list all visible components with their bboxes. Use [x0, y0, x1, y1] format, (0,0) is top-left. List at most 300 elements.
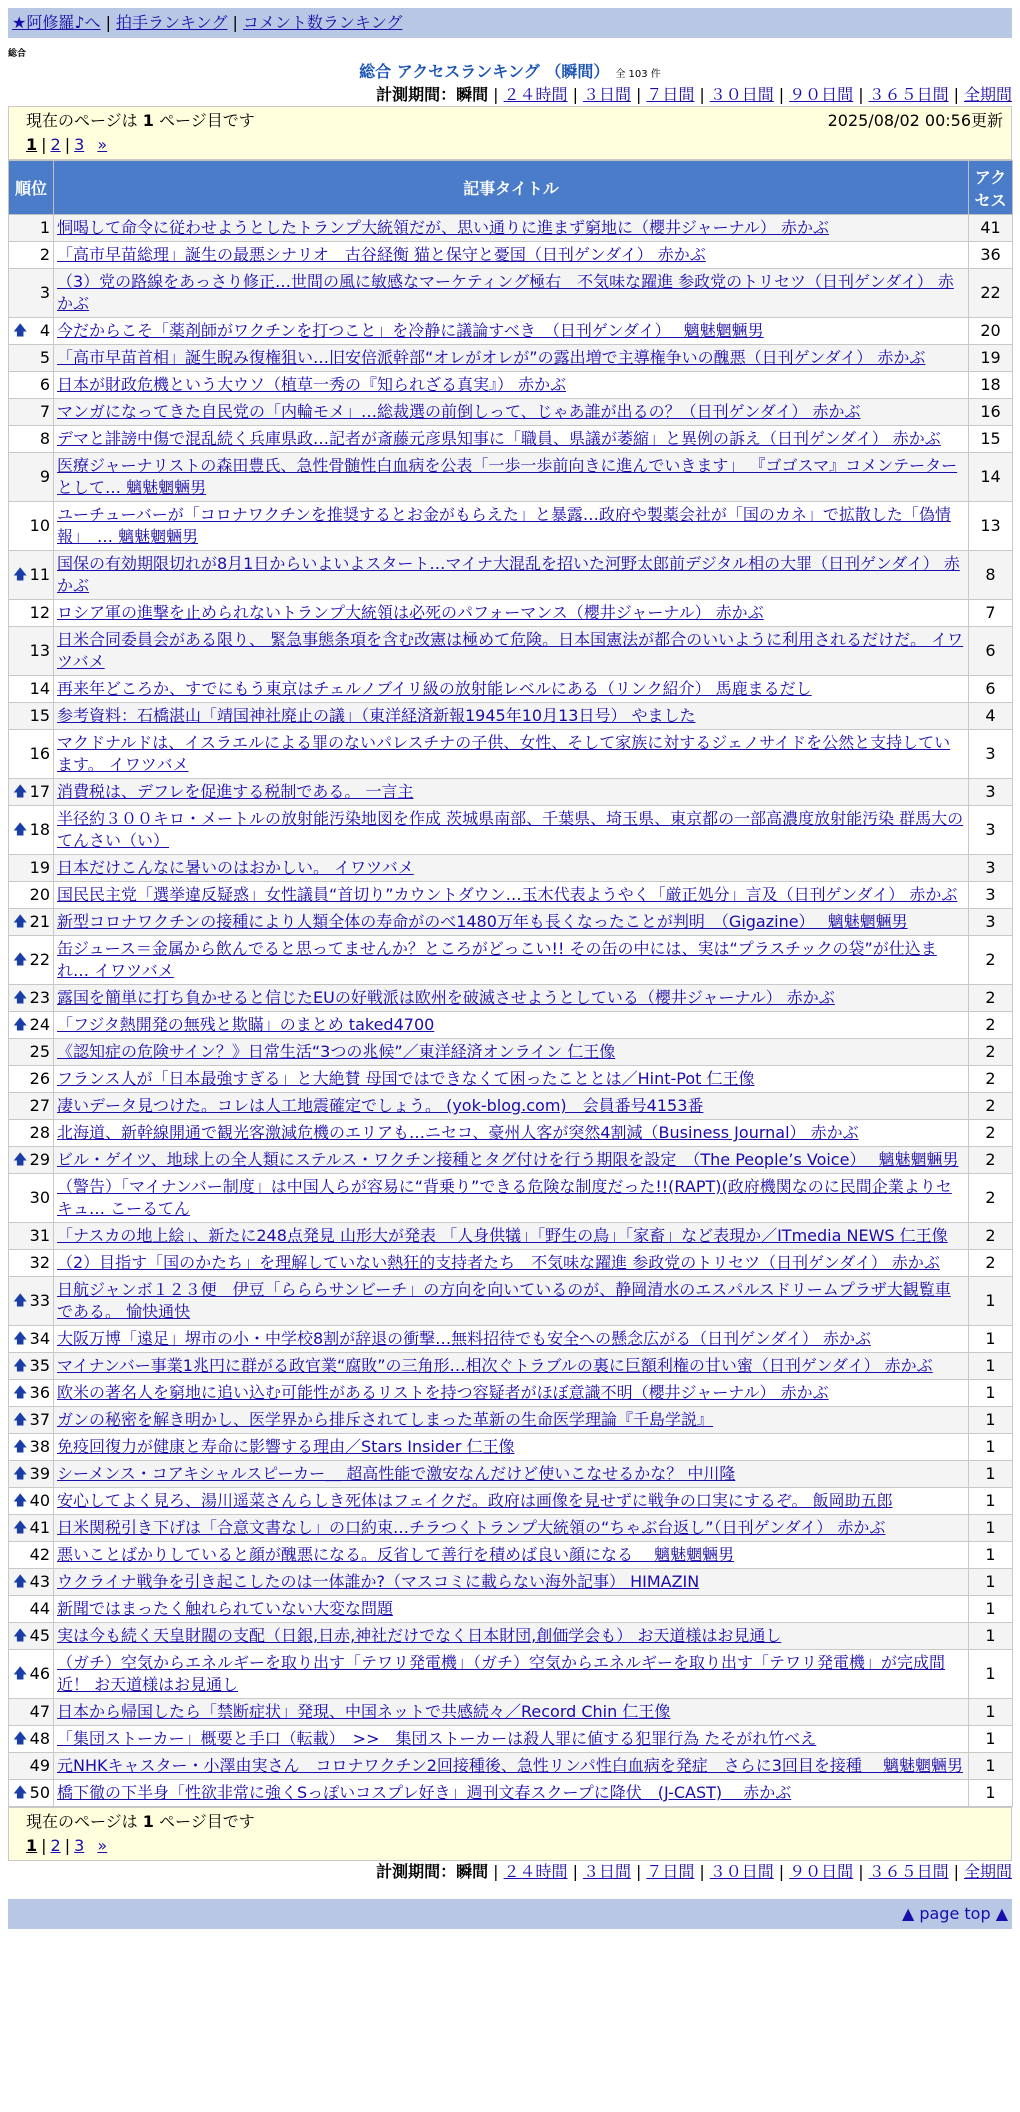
period-link-3[interactable]: ３０日間 — [709, 85, 774, 104]
rank-number: 16 — [29, 744, 50, 763]
rank-cell — [9, 1250, 54, 1277]
access-count: 1 — [969, 1461, 1013, 1488]
article-link[interactable]: ガンの秘密を解き明かし、医学界から排斥されてしまった革新の生命医学理論『千島学説』 — [57, 1410, 714, 1429]
access-count: 3 — [969, 779, 1013, 806]
table-header-row — [9, 161, 1013, 215]
title-cell — [54, 730, 969, 779]
table-row — [9, 730, 1013, 779]
title-cell — [54, 806, 969, 855]
rank-number: 38 — [29, 1437, 50, 1456]
rank-cell — [9, 1623, 54, 1650]
article-link[interactable]: （ガチ）空気からエネルギーを取り出す「テワリ発電機」（ガチ）空気からエネルギーを取り出す「テワリ発電機」が完成間近！ お天道様はお見通し — [57, 1653, 946, 1694]
table-row — [9, 806, 1013, 855]
table-row — [9, 1093, 1013, 1120]
rank-cell — [9, 600, 54, 627]
rank-number: 34 — [29, 1329, 50, 1348]
article-link[interactable]: 「高市早苗総理」誕生の最悪シナリオ 古谷経衡 猫と保守と憂国（日刊ゲンダイ） 赤かぶ — [57, 245, 706, 264]
table-row — [9, 1012, 1013, 1039]
rank-cell — [9, 936, 54, 985]
access-count: 1 — [969, 1780, 1013, 1807]
table-row — [9, 1277, 1013, 1326]
title-cell — [54, 882, 969, 909]
header-rank: 順位 — [9, 161, 54, 215]
access-count: 1 — [969, 1407, 1013, 1434]
header-title: 記事タイトル — [54, 161, 969, 215]
access-count: 2 — [969, 985, 1013, 1012]
table-row — [9, 1434, 1013, 1461]
title-cell — [54, 1223, 969, 1250]
article-link[interactable]: 日本だけこんなに暑いのはおかしい。 イワツバメ — [57, 858, 414, 877]
rank-number: 23 — [29, 988, 50, 1007]
period-separator: | — [858, 85, 864, 104]
article-link[interactable]: 日米合同委員会がある限り、 緊急事態条項を含む改憲は極めて危険。日本国憲法が都合のいいように利用されるだけだ。 イワツバメ — [57, 630, 964, 671]
rank-number: 31 — [29, 1226, 50, 1245]
title-cell — [54, 551, 969, 600]
title-cell — [54, 1623, 969, 1650]
article-link[interactable]: 悪いことばかりしていると顔が醜悪になる。反省して善行を積めば良い顔になる 魑魅魍魎男 — [57, 1545, 735, 1564]
category-label: 総合 — [8, 49, 27, 59]
rank-cell — [9, 1780, 54, 1807]
period-separator: | — [493, 1862, 499, 1881]
page-next-link[interactable]: » — [97, 1836, 108, 1855]
rank-cell — [9, 1174, 54, 1223]
rank-number: 7 — [39, 402, 50, 421]
table-row — [9, 1780, 1013, 1807]
table-row — [9, 502, 1013, 551]
article-link[interactable]: デマと誹謗中傷で混乱続く兵庫県政…記者が斎藤元彦県知事に「職員、県議が萎縮」と異例の訴え（日刊ゲンダイ） 赤かぶ — [57, 429, 941, 448]
ranking-body — [9, 215, 1013, 1807]
rank-cell — [9, 1012, 54, 1039]
rank-number: 44 — [29, 1599, 50, 1618]
rank-number: 35 — [29, 1356, 50, 1375]
title-cell — [54, 1596, 969, 1623]
rank-up-arrow-icon: 🡅 — [13, 1152, 28, 1168]
period-separator: | — [699, 1862, 705, 1881]
rank-up-arrow-icon: 🡅 — [13, 567, 28, 583]
page-link-2[interactable]: 2 — [50, 135, 61, 154]
rank-cell — [9, 1147, 54, 1174]
rank-number: 43 — [29, 1572, 50, 1591]
period-separator: | — [635, 85, 642, 104]
title-cell — [54, 703, 969, 730]
table-row — [9, 1596, 1013, 1623]
page-links — [26, 1834, 1003, 1858]
article-link[interactable]: 消費税は、デフレを促進する税制である。 一言主 — [57, 782, 414, 801]
access-count: 3 — [969, 855, 1013, 882]
access-count: 2 — [969, 1066, 1013, 1093]
table-row — [9, 1326, 1013, 1353]
table-row — [9, 269, 1013, 318]
page-separator — [84, 135, 97, 154]
pager-text-pre: 現在のページは — [26, 1812, 143, 1831]
table-row — [9, 426, 1013, 453]
rank-cell — [9, 345, 54, 372]
period-link-4[interactable]: ９０日間 — [789, 1862, 854, 1881]
title-cell — [54, 399, 969, 426]
article-link[interactable]: 缶ジュース＝金属から飲んでると思ってませんか？ところがどっこい!! その缶の中には、実は“プラスチックの袋”が仕込まれ… イワツバメ — [57, 939, 937, 980]
period-link-4[interactable]: ９０日間 — [789, 85, 854, 104]
title-cell — [54, 1120, 969, 1147]
access-count: 3 — [969, 730, 1013, 779]
access-count: 15 — [969, 426, 1013, 453]
article-link[interactable]: 実は今も続く天皇財閥の支配（日銀,日赤,神社だけでなく日本財団,創価学会も） お天道様はお見通し — [57, 1626, 782, 1645]
table-row — [9, 1250, 1013, 1277]
rank-cell — [9, 1542, 54, 1569]
article-link[interactable]: 免疫回復力が健康と寿命に影響する理由／Stars Insider 仁王像 — [57, 1437, 515, 1456]
article-link[interactable]: シーメンス・コアキシャルスピーカー＿ 超高性能で激安なんだけど使いこなせるかな？ 中川隆 — [57, 1464, 736, 1483]
access-count: 13 — [969, 502, 1013, 551]
rank-cell — [9, 985, 54, 1012]
access-count: 1 — [969, 1650, 1013, 1699]
title-cell — [54, 1039, 969, 1066]
access-count: 1 — [969, 1726, 1013, 1753]
rank-cell — [9, 1461, 54, 1488]
rank-up-arrow-icon: 🡅 — [13, 1017, 28, 1033]
title-cell — [54, 242, 969, 269]
access-count: 2 — [969, 1012, 1013, 1039]
access-count: 7 — [969, 600, 1013, 627]
article-link[interactable]: 欧米の著名人を窮地に追い込む可能性があるリストを持つ容疑者がほぼ意識不明（櫻井ジャーナル） 赤かぶ — [57, 1383, 829, 1402]
title-cell — [54, 1488, 969, 1515]
table-row — [9, 627, 1013, 676]
article-link[interactable]: 凄いデータ見つけた。コレは人工地震確定でしょう。 (yok-blog.com) 会員番号4153番 — [57, 1096, 704, 1115]
rank-up-arrow-icon: 🡅 — [13, 1331, 28, 1347]
pager-status — [26, 109, 1003, 133]
article-link[interactable]: 《認知症の危険サイン？》日常生活“3つの兆候”／東洋経済オンライン 仁王像 — [57, 1042, 616, 1061]
rank-number: 33 — [29, 1291, 50, 1310]
period-link-2[interactable]: ７日間 — [646, 1862, 695, 1881]
rank-number: 10 — [29, 516, 50, 535]
period-separator: | — [572, 85, 578, 104]
nav-link-ashura[interactable]: ★阿修羅♪へ — [12, 13, 101, 32]
table-row — [9, 1650, 1013, 1699]
access-count: 20 — [969, 318, 1013, 345]
nav-link-comment-ranking[interactable]: コメント数ランキング — [242, 13, 403, 32]
period-link-1[interactable]: ３日間 — [582, 85, 631, 104]
access-count: 1 — [969, 1326, 1013, 1353]
article-link[interactable]: 国保の有効期限切れが8月1日からいよいよスタート…マイナ大混乱を招いた河野太郎前デジタル相の大罪（日刊ゲンダイ） 赤かぶ — [57, 554, 960, 595]
table-row — [9, 1407, 1013, 1434]
title-cell — [54, 318, 969, 345]
article-link[interactable]: 日本から帰国したら「禁断症状」発現、中国ネットで共感続々／Record Chin 仁王像 — [57, 1702, 671, 1721]
rank-cell — [9, 779, 54, 806]
period-selector-bottom — [8, 1861, 1012, 1883]
access-count: 2 — [969, 1250, 1013, 1277]
table-row — [9, 453, 1013, 502]
title-cell — [54, 1012, 969, 1039]
title-cell — [54, 1277, 969, 1326]
access-count: 1 — [969, 1277, 1013, 1326]
table-row — [9, 1147, 1013, 1174]
title-cell — [54, 1434, 969, 1461]
access-count: 1 — [969, 1542, 1013, 1569]
page-link-3[interactable]: 3 — [74, 135, 85, 154]
table-row — [9, 1039, 1013, 1066]
rank-number: 19 — [29, 858, 50, 877]
table-row — [9, 345, 1013, 372]
table-row — [9, 1753, 1013, 1780]
article-link[interactable]: 参考資料：石橋湛山「靖国神社廃止の議」（東洋経済新報1945年10月13日号） やました — [57, 706, 696, 725]
rank-up-arrow-icon: 🡅 — [13, 1731, 28, 1747]
rank-number: 18 — [29, 820, 50, 839]
period-link-0[interactable]: ２４時間 — [503, 1862, 568, 1881]
article-link[interactable]: （3）党の路線をあっさり修正…世間の風に敏感なマーケティング極右 不気味な躍進 参政党のトリセツ（日刊ゲンダイ） 赤かぶ — [57, 272, 954, 313]
rank-number: 20 — [29, 885, 50, 904]
period-link-1[interactable]: ３日間 — [582, 1862, 631, 1881]
article-link[interactable]: フランス人が「日本最強すぎる」と大絶賛 母国ではできなくて困ったこととは／Hint-Pot 仁王像 — [57, 1069, 755, 1088]
pager-bottom — [8, 1807, 1012, 1861]
rank-cell — [9, 453, 54, 502]
period-label: 計測期間： — [376, 1862, 457, 1881]
period-link-6[interactable]: 全期間 — [963, 85, 1012, 104]
access-count: 1 — [969, 1488, 1013, 1515]
article-link[interactable]: マクドナルドは、イスラエルによる罪のないパレスチナの子供、女性、そして家族に対するジェノサイドを公然と支持しています。 イワツバメ — [57, 733, 951, 774]
rank-number: 13 — [29, 641, 50, 660]
access-count: 1 — [969, 1623, 1013, 1650]
rank-cell — [9, 551, 54, 600]
rank-up-arrow-icon: 🡅 — [13, 1628, 28, 1644]
table-row — [9, 1699, 1013, 1726]
article-link[interactable]: 再来年どころか、すでにもう東京はチェルノブイリ級の放射能レベルにある（リンク紹介） 馬鹿まるだし — [57, 679, 812, 698]
table-row — [9, 372, 1013, 399]
table-row — [9, 936, 1013, 985]
period-separator: | — [699, 85, 705, 104]
article-link[interactable]: マイナンバー事業1兆円に群がる政官業“腐敗”の三角形…相次ぐトラブルの裏に巨額利権の甘い蜜（日刊ゲンダイ） 赤かぶ — [57, 1356, 933, 1375]
table-row — [9, 1174, 1013, 1223]
period-separator: | — [953, 1862, 959, 1881]
rank-number: 2 — [39, 245, 50, 264]
rank-cell — [9, 1753, 54, 1780]
rank-up-arrow-icon: 🡅 — [13, 1493, 28, 1509]
access-count: 3 — [969, 806, 1013, 855]
rank-cell — [9, 215, 54, 242]
access-count: 18 — [969, 372, 1013, 399]
page-links — [26, 133, 1003, 157]
rank-up-arrow-icon: 🡅 — [13, 1520, 28, 1536]
rank-cell — [9, 242, 54, 269]
rank-number: 1 — [39, 218, 50, 237]
access-count: 14 — [969, 453, 1013, 502]
access-count: 36 — [969, 242, 1013, 269]
rank-number: 40 — [29, 1491, 50, 1510]
article-link[interactable]: 安心してよく見ろ、湯川遥菜さんらしき死体はフェイクだ。政府は画像を見せずに戦争の口実にするぞ。 飯岡助五郎 — [57, 1491, 893, 1510]
pager-current-number: 1 — [142, 1812, 154, 1831]
access-count: 2 — [969, 1093, 1013, 1120]
article-link[interactable]: 半径約３００キロ・メートルの放射能汚染地図を作成 茨城県南部、千葉県、埼玉県、東京都の一部高濃度放射能汚染 群馬大のてんさい（い） — [57, 809, 964, 850]
article-link[interactable]: （2）目指す「国のかたち」を理解していない熱狂的支持者たち 不気味な躍進 参政党のトリセツ（日刊ゲンダイ） 赤かぶ — [57, 1253, 940, 1272]
table-row — [9, 909, 1013, 936]
rank-cell — [9, 730, 54, 779]
rank-cell — [9, 1596, 54, 1623]
rank-cell — [9, 1434, 54, 1461]
access-count: 16 — [969, 399, 1013, 426]
rank-cell — [9, 1380, 54, 1407]
rank-number: 14 — [29, 679, 50, 698]
rank-up-arrow-icon: 🡅 — [13, 1293, 28, 1309]
article-link[interactable]: 新型コロナワクチンの接種により人類全体の寿命がのべ1480万年も長くなったことが判明 （Gigazine） 魑魅魍魎男 — [57, 912, 908, 931]
table-row — [9, 1488, 1013, 1515]
rank-number: 50 — [29, 1783, 50, 1802]
table-row — [9, 1515, 1013, 1542]
title-cell — [54, 936, 969, 985]
access-count: 2 — [969, 1120, 1013, 1147]
access-count: 1 — [969, 1515, 1013, 1542]
page-separator: | — [41, 135, 47, 154]
rank-number: 8 — [39, 429, 50, 448]
page-next-link[interactable]: » — [97, 135, 108, 154]
period-link-2[interactable]: ７日間 — [646, 85, 695, 104]
title-cell — [54, 909, 969, 936]
table-row — [9, 779, 1013, 806]
title-cell — [54, 855, 969, 882]
page-separator — [84, 1836, 97, 1855]
rank-up-arrow-icon: 🡅 — [13, 822, 28, 838]
rank-up-arrow-icon: 🡅 — [13, 1466, 28, 1482]
article-link[interactable]: 新聞ではまったく触れられていない大変な問題 — [57, 1599, 394, 1618]
article-link[interactable]: 日本が財政危機という大ウソ（植草一秀の『知られざる真実』） 赤かぶ — [57, 375, 567, 394]
article-link[interactable]: ビル・ゲイツ、地球上の全人類にステルス・ワクチン接種とタグ付けを行う期限を設定 （The People’s Voice） 魑魅魍魎男 — [57, 1150, 959, 1169]
title-cell — [54, 345, 969, 372]
access-count: 2 — [969, 1174, 1013, 1223]
table-row — [9, 242, 1013, 269]
title-cell — [54, 1569, 969, 1596]
rank-number: 32 — [29, 1253, 50, 1272]
rank-number: 42 — [29, 1545, 50, 1564]
rank-number: 3 — [39, 283, 50, 302]
rank-cell — [9, 1353, 54, 1380]
nav-separator: | — [232, 13, 238, 32]
rank-up-arrow-icon: 🡅 — [13, 1358, 28, 1374]
rank-cell — [9, 1569, 54, 1596]
period-separator: | — [953, 85, 959, 104]
article-link[interactable]: 「ナスカの地上絵」、新たに248点発見 山形大が発表 「人身供犠」「野生の鳥」「家畜」など表現か／ITmedia NEWS 仁王像 — [57, 1226, 948, 1245]
rank-cell — [9, 1066, 54, 1093]
rank-number: 9 — [39, 467, 50, 486]
page-link-2[interactable]: 2 — [50, 1836, 61, 1855]
article-link[interactable]: 医療ジャーナリストの森田豊氏、急性骨髄性白血病を公表「一歩一歩前向きに進んでいきます」 『ゴゴスマ』コメンテーターとして… 魑魅魍魎男 — [57, 456, 958, 497]
article-link[interactable]: 恫喝して命令に従わせようとしたトランプ大統領だが、思い通りに進まず窮地に（櫻井ジャーナル） 赤かぶ — [57, 218, 829, 237]
period-current: 瞬間 — [456, 85, 489, 104]
access-count: 6 — [969, 676, 1013, 703]
title-cell — [54, 627, 969, 676]
article-link[interactable]: 今だからこそ「薬剤師がワクチンを打つこと」を冷静に議論すべき （日刊ゲンダイ） 魑魅魍魎男 — [57, 321, 764, 340]
nav-link-clap-ranking[interactable]: 拍手ランキング — [115, 13, 228, 32]
access-count: 2 — [969, 1039, 1013, 1066]
table-row — [9, 399, 1013, 426]
access-count: 3 — [969, 882, 1013, 909]
article-link[interactable]: マンガになってきた自民党の「内輪モメ」…総裁選の前倒しって、じゃあ誰が出るの？（日刊ゲンダイ） 赤かぶ — [57, 402, 861, 421]
pager-text-post: ページ目です — [153, 111, 255, 130]
rank-cell — [9, 1277, 54, 1326]
article-link[interactable]: ユーチューバーが「コロナワクチンを推奨するとお金がもらえた」と暴露…政府や製薬会社が「国のカネ」で拡散した「偽情報」 … 魑魅魍魎男 — [57, 505, 951, 546]
rank-number: 45 — [29, 1626, 50, 1645]
title-cell — [54, 269, 969, 318]
rank-cell — [9, 1223, 54, 1250]
table-row — [9, 1120, 1013, 1147]
title-cell — [54, 215, 969, 242]
title-cell — [54, 1699, 969, 1726]
access-count: 4 — [969, 703, 1013, 730]
rank-cell — [9, 502, 54, 551]
rank-up-arrow-icon: 🡅 — [13, 1574, 28, 1590]
access-count: 1 — [969, 1596, 1013, 1623]
page-link-3[interactable]: 3 — [74, 1836, 85, 1855]
footer-bar — [8, 1899, 1012, 1929]
access-count: 1 — [969, 1699, 1013, 1726]
article-link[interactable]: ロシア軍の進撃を止められないトランプ大統領は必死のパフォーマンス（櫻井ジャーナル） 赤かぶ — [57, 603, 764, 622]
article-link[interactable]: 元NHKキャスター・小澤由実さん コロナワクチン2回接種後、急性リンパ性白血病を発症 さらに3回目を接種 魑魅魍魎男 — [57, 1756, 964, 1775]
rank-cell — [9, 806, 54, 855]
article-link[interactable]: 北海道、新幹線開通で観光客激減危機のエリアも…ニセコ、豪州人客が突然4割減（Business Journal） 赤かぶ — [57, 1123, 859, 1142]
title-cell — [54, 1147, 969, 1174]
rank-cell — [9, 703, 54, 730]
rank-number: 22 — [29, 950, 50, 969]
article-link[interactable]: 国民民主党「選挙違反疑惑」女性議員“首切り”カウントダウン…玉木代表ようやく「厳正処分」言及（日刊ゲンダイ） 赤かぶ — [57, 885, 958, 904]
period-current: 瞬間 — [456, 1862, 489, 1881]
rank-cell — [9, 882, 54, 909]
period-separator: | — [778, 1862, 785, 1881]
article-link[interactable]: 大阪万博「遠足」堺市の小・中学校8割が辞退の衝撃…無料招待でも安全への懸念広がる（日刊ゲンダイ） 赤かぶ — [57, 1329, 871, 1348]
table-row — [9, 551, 1013, 600]
table-row — [9, 1066, 1013, 1093]
rank-number: 26 — [29, 1069, 50, 1088]
table-row — [9, 600, 1013, 627]
period-separator: | — [778, 85, 785, 104]
rank-cell — [9, 909, 54, 936]
article-link[interactable]: 日航ジャンボ１２３便 伊豆「らららサンビーチ」の方向を向いているのが、静岡清水のエスパルスドリームプラザ大観覧車である。 愉快通快 — [57, 1280, 951, 1321]
article-link[interactable]: （警告）「マイナンバー制度」は中国人らが容易に“背乗り”できる危険な制度だった!!(RAPT)(政府機関なのに民間企業よりセキュ… こーるてん — [57, 1177, 952, 1218]
access-count: 2 — [969, 936, 1013, 985]
period-selector-top — [8, 84, 1012, 106]
rank-cell — [9, 269, 54, 318]
rank-cell — [9, 426, 54, 453]
title-cell — [54, 1250, 969, 1277]
period-label: 計測期間： — [376, 85, 457, 104]
pager-status — [26, 1810, 1003, 1834]
nav-separator: | — [105, 13, 111, 32]
header-access: アクセス — [969, 161, 1013, 215]
table-row — [9, 1353, 1013, 1380]
article-link[interactable]: 露国を簡単に打ち負かせると信じたEUの好戦派は欧州を破滅させようとしている（櫻井ジャーナル） 赤かぶ — [57, 988, 835, 1007]
rank-number: 37 — [29, 1410, 50, 1429]
period-link-0[interactable]: ２４時間 — [503, 85, 568, 104]
access-count: 6 — [969, 627, 1013, 676]
article-link[interactable]: 「集団ストーカー」概要と手口（転載） >> 集団ストーカーは殺人罪に値する犯罪行為 たそがれ竹べえ — [57, 1729, 817, 1748]
ranking-table — [8, 160, 1013, 1807]
page-top-link[interactable]: ▲ page top ▲ — [901, 1904, 1008, 1923]
article-link[interactable]: ウクライナ戦争を引き起こしたのは一体誰か?（マスコミに載らない海外記事） HIMAZIN — [57, 1572, 700, 1591]
title-cell — [54, 502, 969, 551]
rank-up-arrow-icon: 🡅 — [13, 784, 28, 800]
article-link[interactable]: 「高市早苗首相」誕生睨み復権狙い…旧安倍派幹部“オレがオレが”の露出増で主導権争いの醜悪（日刊ゲンダイ） 赤かぶ — [57, 348, 926, 367]
rank-number: 15 — [29, 706, 50, 725]
rank-number: 12 — [29, 603, 50, 622]
access-count: 19 — [969, 345, 1013, 372]
period-link-6[interactable]: 全期間 — [963, 1862, 1012, 1881]
period-link-3[interactable]: ３０日間 — [709, 1862, 774, 1881]
period-link-5[interactable]: ３６５日間 — [868, 1862, 949, 1881]
access-count: 1 — [969, 1753, 1013, 1780]
article-link[interactable]: 橋下徹の下半身「性欲非常に強くSっぽいコスプレ好き」週刊文春スクープに降伏 (J-CAST) 赤かぶ — [57, 1783, 792, 1802]
title-cell — [54, 1753, 969, 1780]
pager-top — [8, 106, 1012, 160]
period-link-5[interactable]: ３６５日間 — [868, 85, 949, 104]
article-link[interactable]: 「フジタ熱開発の無残と欺瞞」のまとめ taked4700 — [57, 1015, 435, 1034]
title-cell — [54, 1066, 969, 1093]
page-current: 1 — [26, 1836, 38, 1855]
title-cell — [54, 1407, 969, 1434]
article-link[interactable]: 日米関税引き下げは「合意文書なし」の口約束…チラつくトランプ大統領の“ちゃぶ台返し”（日刊ゲンダイ） 赤かぶ — [57, 1518, 886, 1537]
